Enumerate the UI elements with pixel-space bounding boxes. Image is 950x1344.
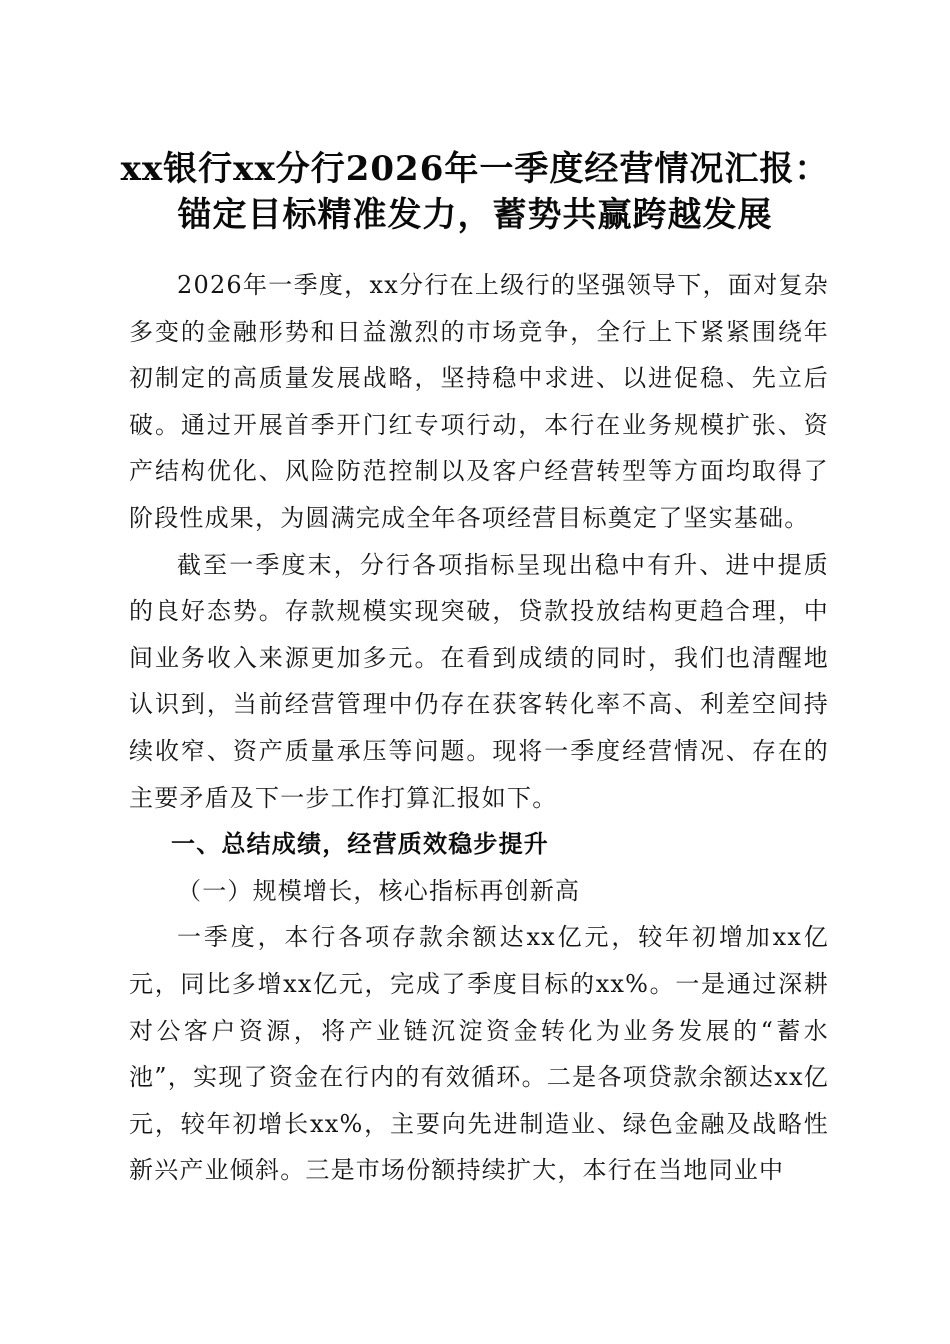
subsection-heading-1: （一）规模增长，核心指标再创新高 <box>177 876 581 905</box>
section-heading-1: 一、总结成绩，经营质效稳步提升 <box>171 829 549 859</box>
document-title-line-2: 锚定目标精准发力，蓄势共赢跨越发展 <box>177 195 773 235</box>
scale-growth-paragraph: 一季度，本行各项存款余额达xx亿元，较年初增加xx亿元，同比多增xx亿元，完成了季度目标的xx%。一是通过深耕对公客户资源，将产业链沉淀资金转化为业务发展的“蓄水池”，实现了资金在行内的有效循环。二是各项贷款余额达xx亿元，较年初增长xx%，主要向先进制造业、绿色金融及战略性新兴产业倾斜。三是市场份额持续扩大，本行在当地同业中 <box>129 923 829 1185</box>
document-body <box>129 262 829 1194</box>
overview-paragraph: 截至一季度末，分行各项指标呈现出稳中有升、进中提质的良好态势。存款规模实现突破，贷款投放结构更趋合理，中间业务收入来源更加多元。在看到成绩的同时，我们也清醒地认识到，当前经营管理中仍存在获客转化率不高、利差空间持续收窄、资产质量承压等问题。现将一季度经营情况、存在的主要矛盾及下一步工作打算汇报如下。 <box>129 550 829 812</box>
intro-paragraph: 2026年一季度，xx分行在上级行的坚强领导下，面对复杂多变的金融形势和日益激烈的市场竞争，全行上下紧紧围绕年初制定的高质量发展战略，坚持稳中求进、以进促稳、先立后破。通过开展首季开门红专项行动，本行在业务规模扩张、资产结构优化、风险防范控制以及客户经营转型等方面均取得了阶段性成果，为圆满完成全年各项经营目标奠定了坚实基础。 <box>129 271 829 532</box>
document-title-line-1: xx银行xx分行2026年一季度经营情况汇报： <box>120 149 830 189</box>
